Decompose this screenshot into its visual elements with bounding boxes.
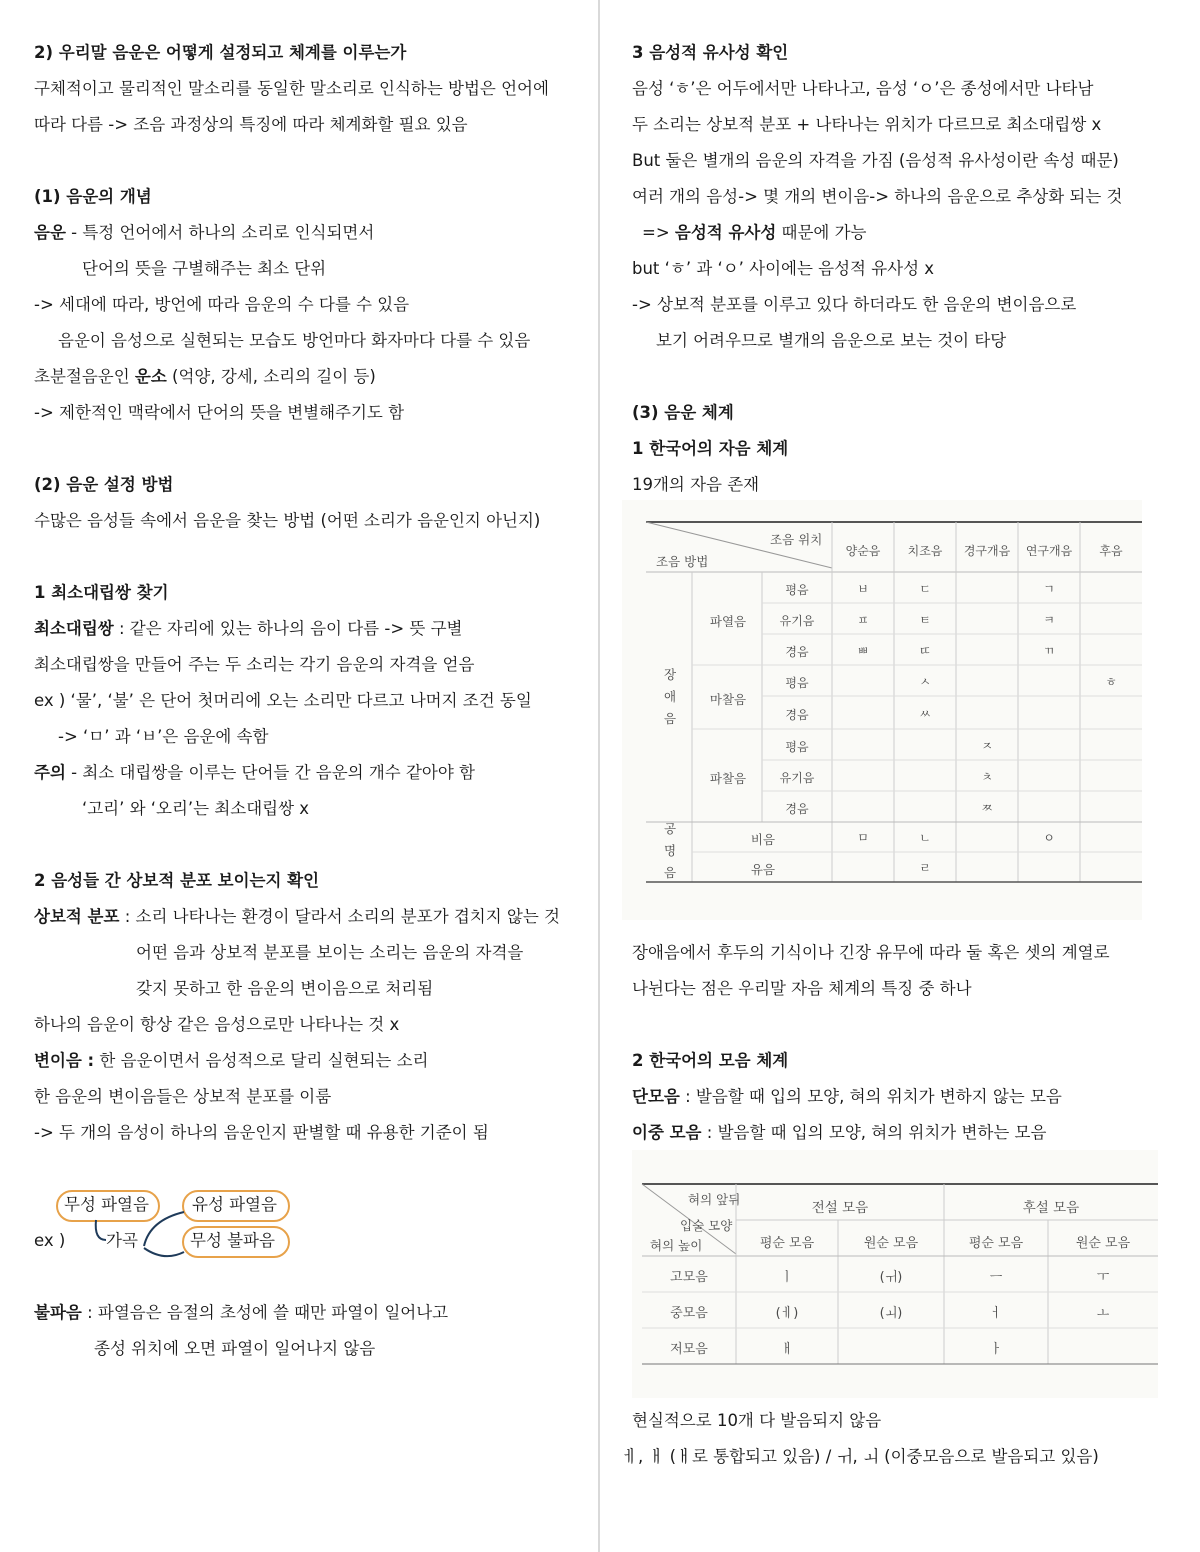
left-line-15: ex ) ‘물’, ‘불’ 은 단어 첫머리에 오는 소리만 다르고 나머지 조건 동일 — [34, 691, 532, 710]
manner-label: 파찰음 — [709, 771, 747, 786]
heading: 2) 우리말 음운은 어떻게 설정되고 체계를 이루는가 — [34, 43, 407, 62]
term: 운소 — [134, 367, 167, 386]
consonant-cell: ㅎ — [1105, 675, 1117, 689]
phonation-label: 평음 — [785, 676, 809, 690]
group-char: 명 — [664, 843, 677, 858]
vowel-cell: ㅣ — [780, 1270, 794, 1285]
vowel-corner-b: 입술 모양 — [680, 1218, 733, 1233]
consonant-cell: ㄱ — [1043, 582, 1055, 596]
right-line-1: 음성 ‘ㅎ’은 어두에서만 나타나고, 음성 ‘ㅇ’은 종성에서만 나타남 — [632, 79, 1094, 98]
term: 이중 모음 — [632, 1123, 702, 1142]
voiceless-unreleased-label: 무성 불파음 — [190, 1231, 275, 1250]
group-char: 음 — [664, 865, 677, 880]
consonant-cell: ㄴ — [919, 831, 931, 845]
left-line-16: -> ‘ㅁ’ 과 ‘ㅂ’은 음운에 속함 — [58, 727, 269, 746]
height-label: 고모음 — [670, 1270, 708, 1285]
place-header: 양순음 — [845, 544, 881, 558]
consonant-table-labels — [622, 500, 1142, 920]
group-char: 장 — [664, 666, 677, 682]
left-line-4 — [34, 222, 374, 244]
left-line-3 — [34, 186, 152, 208]
vowel-cell: ㅡ — [989, 1270, 1003, 1285]
consonant-cell: ㅅ — [919, 675, 931, 689]
vowel-cell: ㅐ — [780, 1342, 794, 1357]
left-line-9: -> 제한적인 맥락에서 단어의 뜻을 변별해주기도 함 — [34, 403, 405, 422]
text: => — [642, 223, 675, 242]
consonant-cell: ㄲ — [1043, 644, 1055, 658]
phonation-label: 유기음 — [779, 614, 815, 628]
place-header: 경구개음 — [963, 544, 1011, 558]
manner-label: 비음 — [750, 832, 776, 847]
phonation-label: 유기음 — [779, 771, 815, 785]
text: 한 음운이면서 음성적으로 달리 실현되는 소리 — [94, 1051, 429, 1070]
right-line-14 — [632, 1050, 788, 1072]
vowel-cell: (ㅔ) — [775, 1306, 799, 1321]
left-line-6: -> 세대에 따라, 방언에 따라 음운의 수 다를 수 있음 — [34, 295, 410, 314]
voiced-plosive-label: 유성 파열음 — [192, 1195, 277, 1214]
group-char: 애 — [664, 688, 677, 704]
example-label: ex ) — [34, 1231, 66, 1250]
group-char: 공 — [664, 821, 677, 836]
term: 불파음 — [34, 1303, 82, 1322]
cons-corner-bottom: 조음 방법 — [656, 554, 709, 569]
right-line-4: 여러 개의 음성-> 몇 개의 변이음-> 하나의 음운으로 추상화 되는 것 — [632, 187, 1123, 206]
example-word: 가곡 — [106, 1231, 138, 1250]
right-line-5 — [642, 222, 866, 244]
consonant-cell: ㅂ — [857, 582, 869, 596]
vowel-corner-c: 혀의 높이 — [650, 1238, 703, 1253]
consonant-cell: ㅃ — [857, 644, 869, 658]
right-line-15 — [632, 1086, 1062, 1108]
cons-corner-top: 조음 위치 — [770, 532, 823, 547]
consonant-cell: ㅁ — [857, 831, 869, 845]
consonant-cell: ㅌ — [919, 613, 931, 627]
right-line-7: -> 상보적 분포를 이루고 있다 하더라도 한 음운의 변이음으로 — [632, 295, 1077, 314]
left-line-0 — [34, 42, 406, 64]
consonant-cell: ㄸ — [919, 644, 931, 658]
left-line-17 — [34, 762, 475, 784]
consonant-cell: ㅍ — [857, 613, 869, 627]
left-line-22: 갖지 못하고 한 음운의 변이음으로 처리됨 — [136, 979, 434, 998]
heading: (1) 음운의 개념 — [34, 187, 152, 206]
manner-label: 유음 — [750, 862, 776, 877]
phonation-label: 경음 — [785, 645, 809, 659]
phonation-label: 경음 — [785, 802, 809, 816]
manner-label: 마찰음 — [709, 691, 747, 707]
rounding-header: 평순 모음 — [968, 1236, 1024, 1251]
allophone-example-diagram — [34, 1182, 334, 1272]
text: : 파열음은 음절의 초성에 쓸 때만 파열이 일어나고 — [81, 1303, 449, 1322]
text: : 소리 나타나는 환경이 달라서 소리의 분포가 겹치지 않는 것 — [119, 907, 560, 926]
left-line-19 — [34, 870, 319, 892]
place-header: 후음 — [1099, 544, 1123, 558]
right-line-8: 보기 어려우므로 별개의 음운으로 보는 것이 타당 — [656, 331, 1007, 350]
term: 음성적 유사성 — [674, 223, 777, 242]
left-line-26: -> 두 개의 음성이 하나의 음운인지 판별할 때 유용한 기준이 됨 — [34, 1123, 489, 1142]
consonant-cell: ㄹ — [919, 861, 931, 875]
back-vowel-header: 후설 모음 — [1022, 1200, 1080, 1216]
left-line-10 — [34, 474, 173, 496]
rounding-header: 원순 모음 — [863, 1236, 919, 1251]
rounding-header: 원순 모음 — [1075, 1236, 1131, 1251]
left-line-2: 따라 다름 -> 조음 과정상의 특징에 따라 체계화할 필요 있음 — [34, 115, 468, 134]
heading: (2) 음운 설정 방법 — [34, 475, 174, 494]
height-label: 중모음 — [670, 1306, 708, 1321]
right-line-6: but ‘ㅎ’ 과 ‘ㅇ’ 사이에는 음성적 유사성 x — [632, 259, 935, 278]
phonation-label: 평음 — [785, 740, 809, 754]
front-vowel-header: 전설 모음 — [811, 1200, 869, 1216]
right-line-10 — [632, 438, 788, 460]
heading: (3) 음운 체계 — [632, 403, 734, 422]
left-line-24 — [34, 1050, 428, 1072]
term: 최소대립쌍 — [34, 619, 114, 638]
vowel-corner-a: 혀의 앞뒤 — [688, 1192, 741, 1207]
right-line-9 — [632, 402, 734, 424]
left-line-12 — [34, 582, 169, 604]
left-line-18: ‘고리’ 와 ‘오리’는 최소대립쌍 x — [82, 799, 310, 818]
right-line-2: 두 소리는 상보적 분포 + 나타나는 위치가 다르므로 최소대립쌍 x — [632, 115, 1102, 134]
consonant-cell: ㅉ — [981, 801, 993, 815]
left-line-7: 음운이 음성으로 실현되는 모습도 방언마다 화자마다 다를 수 있음 — [58, 331, 531, 350]
left-line-8 — [34, 366, 376, 388]
vowel-cell: (ㅟ) — [879, 1270, 903, 1285]
rounding-header: 평순 모음 — [759, 1236, 815, 1251]
consonant-cell: ㅊ — [981, 770, 993, 784]
vowel-cell: ㅗ — [1096, 1306, 1110, 1321]
consonant-cell: ㅆ — [919, 707, 931, 721]
right-line-13: 나뉜다는 점은 우리말 자음 체계의 특징 중 하나 — [632, 979, 972, 998]
left-line-13 — [34, 618, 462, 640]
right-line-18: ㅔ, ㅐ (ㅐ로 통합되고 있음) / ㅟ, ㅚ (이중모음으로 발음되고 있음) — [622, 1447, 1099, 1466]
left-line-21: 어떤 음과 상보적 분포를 보이는 소리는 음운의 자격을 — [136, 943, 524, 962]
right-line-16 — [632, 1122, 1046, 1144]
text: 때문에 가능 — [776, 223, 867, 242]
left-line-5: 단어의 뜻을 구별해주는 최소 단위 — [82, 259, 327, 278]
column-divider — [598, 0, 600, 1552]
consonant-cell: ㄷ — [919, 582, 931, 596]
voiceless-plosive-label: 무성 파열음 — [64, 1195, 149, 1214]
consonant-cell: ㅋ — [1043, 613, 1055, 627]
phonation-label: 경음 — [785, 708, 809, 722]
place-header: 연구개음 — [1025, 544, 1073, 558]
place-header: 치조음 — [907, 544, 943, 558]
right-line-12: 장애음에서 후두의 기식이나 긴장 유무에 따라 둘 혹은 셋의 계열로 — [632, 943, 1110, 962]
consonant-cell: ㅇ — [1043, 831, 1055, 845]
right-line-0 — [632, 42, 788, 64]
vowel-table-figure — [632, 1150, 1158, 1398]
heading: 1 한국어의 자음 체계 — [632, 439, 789, 458]
term: 음운 — [34, 223, 66, 242]
left-line-23: 하나의 음운이 항상 같은 음성으로만 나타나는 것 x — [34, 1015, 400, 1034]
group-char: 음 — [664, 710, 677, 726]
heading: 2 음성들 간 상보적 분포 보이는지 확인 — [34, 871, 320, 890]
right-line-3: But 둘은 별개의 음운의 자격을 가짐 (음성적 유사성이란 속성 때문) — [632, 151, 1119, 170]
manner-label: 파열음 — [709, 614, 747, 629]
term: 상보적 분포 — [34, 907, 120, 926]
consonant-cell: ㅈ — [981, 739, 993, 753]
term: 주의 — [34, 763, 66, 782]
text: : 발음할 때 입의 모양, 혀의 위치가 변하는 모음 — [701, 1123, 1047, 1142]
text: - 특정 언어에서 하나의 소리로 인식되면서 — [65, 223, 375, 242]
text: : 같은 자리에 있는 하나의 음이 다름 -> 뜻 구별 — [113, 619, 463, 638]
left-line-14: 최소대립쌍을 만들어 주는 두 소리는 각기 음운의 자격을 얻음 — [34, 655, 475, 674]
left-line-20 — [34, 906, 560, 928]
vowel-table-labels — [632, 1150, 1158, 1398]
term: 단모음 — [632, 1087, 680, 1106]
vowel-cell: ㅜ — [1096, 1270, 1110, 1285]
text: 초분절음운인 — [34, 367, 135, 386]
left-line-11: 수많은 음성들 속에서 음운을 찾는 방법 (어떤 소리가 음운인지 아닌지) — [34, 511, 541, 530]
vowel-cell: ㅏ — [989, 1342, 1003, 1357]
heading: 2 한국어의 모음 체계 — [632, 1051, 789, 1070]
vowel-cell: (ㅚ) — [879, 1306, 903, 1321]
height-label: 저모음 — [670, 1342, 708, 1357]
heading: 3 음성적 유사성 확인 — [632, 43, 789, 62]
term: 변이음 : — [34, 1051, 95, 1070]
left-line-27 — [34, 1302, 448, 1324]
left-line-25: 한 음운의 변이음들은 상보적 분포를 이룸 — [34, 1087, 332, 1106]
example-connector-lines — [34, 1182, 334, 1272]
heading: 1 최소대립쌍 찾기 — [34, 583, 169, 602]
consonant-table-figure — [622, 500, 1142, 920]
left-line-1: 구체적이고 물리적인 말소리를 동일한 말소리로 인식하는 방법은 언어에 — [34, 79, 549, 98]
text: - 최소 대립쌍을 이루는 단어들 간 음운의 개수 같아야 함 — [65, 763, 475, 782]
text: : 발음할 때 입의 모양, 혀의 위치가 변하지 않는 모음 — [679, 1087, 1062, 1106]
vowel-cell: ㅓ — [989, 1306, 1003, 1321]
right-line-17: 현실적으로 10개 다 발음되지 않음 — [632, 1411, 882, 1430]
phonation-label: 평음 — [785, 583, 809, 597]
right-line-11: 19개의 자음 존재 — [632, 475, 760, 494]
left-line-28: 종성 위치에 오면 파열이 일어나지 않음 — [94, 1339, 376, 1358]
text: (억양, 강세, 소리의 길이 등) — [166, 367, 376, 386]
